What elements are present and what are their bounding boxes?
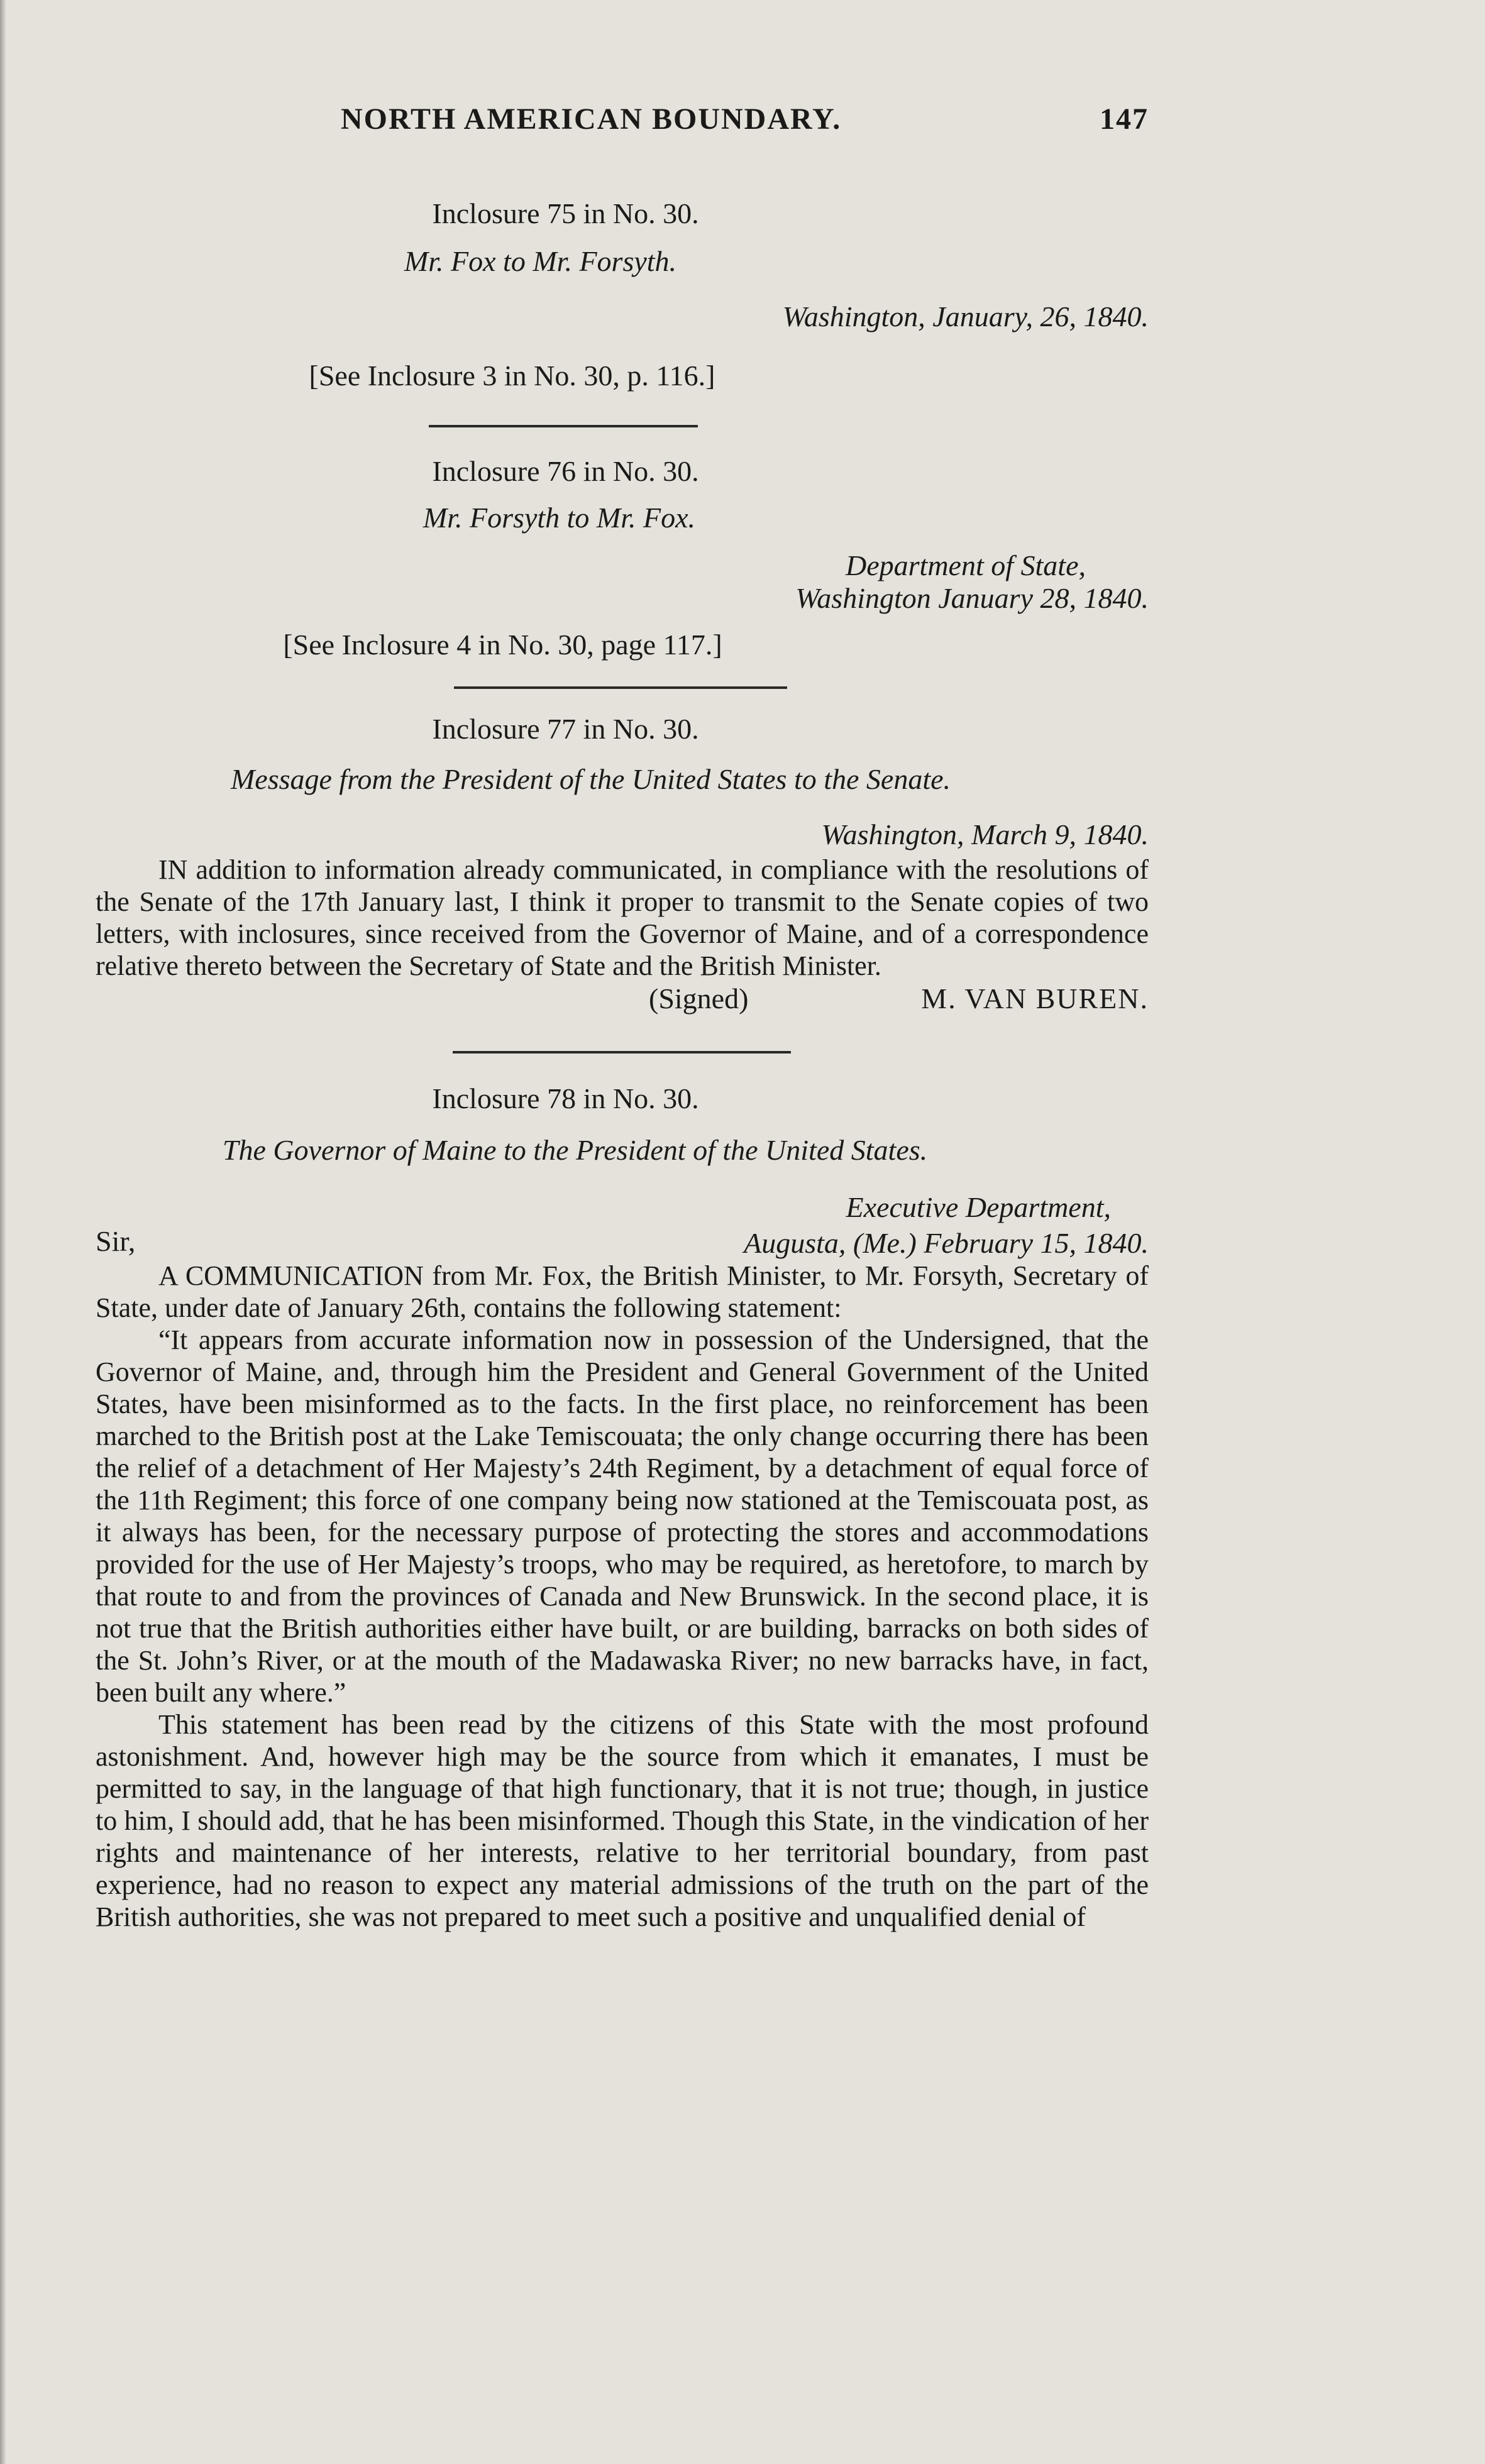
- inclosure-75-reference: [See Inclosure 3 in No. 30, p. 116.]: [309, 360, 715, 392]
- inclosure-78-dateline-1: Executive Department,: [846, 1191, 1111, 1223]
- running-head-title: NORTH AMERICAN BOUNDARY.: [341, 102, 842, 136]
- inclosure-77-heading: Inclosure 77 in No. 30.: [432, 713, 699, 745]
- inclosure-76: [96, 453, 1149, 664]
- letter-paragraph-1: A COMMUNICATION from Mr. Fox, the British Minister, to Mr. Forsyth, Secretary of State, under date of January 26th, contains the following statement:: [96, 1260, 1149, 1323]
- inclosure-78-dateline-2: Augusta, (Me.) February 15, 1840.: [744, 1227, 1149, 1259]
- inclosure-76-parties: Mr. Forsyth to Mr. Fox.: [422, 502, 696, 534]
- signed-label: (Signed): [649, 982, 749, 1015]
- letter-paragraph-3: This statement has been read by the citizens of this State with the most profound astonishment. And, however high may be the source from which it emanates, I must be permitted to say, in the language of that high functionary, that it is not true; though, in justice to him, I should add, that he has been misinformed. Though this State, in the vindication of her rights and maintenance of her interests, relative to her territorial boundary, from past experience, had no reason to expect any material admissions of the truth on the part of the British authorities, she was not prepared to meet such a positive and unqualified denial of: [96, 1709, 1149, 1932]
- inclosure-76-dateline-1: Department of State,: [846, 549, 1086, 581]
- inclosure-76-reference: [See Inclosure 4 in No. 30, page 117.]: [283, 629, 722, 661]
- inclosure-77: [96, 710, 1149, 1015]
- inclosure-77-title: Message from the President of the United States to the Senate.: [230, 763, 951, 795]
- inclosure-75: [96, 195, 1149, 395]
- page-number: 147: [1100, 102, 1149, 136]
- salutation: Sir,: [96, 1225, 136, 1257]
- signature-name: M. VAN BUREN.: [921, 982, 1149, 1015]
- section-divider-2: [454, 686, 787, 689]
- inclosure-75-dateline: Washington, January, 26, 1840.: [782, 300, 1149, 333]
- section-divider-3: [453, 1051, 791, 1053]
- inclosure-78-body: [96, 1260, 1149, 1933]
- inclosure-75-parties: Mr. Fox to Mr. Forsyth.: [404, 245, 677, 277]
- salutation-line: [96, 1224, 1149, 1260]
- section-divider-1: [429, 425, 698, 427]
- inclosure-76-dateline-2: Washington January 28, 1840.: [795, 582, 1149, 614]
- inclosure-75-heading: Inclosure 75 in No. 30.: [432, 197, 699, 229]
- inclosure-78: [96, 1080, 1149, 1933]
- running-head: [96, 94, 1149, 145]
- letter-paragraph-2: “It appears from accurate information now in possession of the Undersigned, that the Governor of Maine, and, through him the President and General Government of the United States, have been misinformed as to the facts. In the first place, no reinforcement has been marched to the British post at the Lake Temiscouata; the only change occurring there has been the relief of a detachment of Her Majesty’s 24th Regiment, by a detachment of equal force of the 11th Regiment; this force of one company being now stationed at the Temiscouata post, as it always has been, for the necessary purpose of protecting the stores and accommodations provided for the use of Her Majesty’s troops, who may be required, as heretofore, to march by that route to and from the provinces of Canada and New Brunswick. In the second place, it is not true that the British authorities either have built, or are building, barracks on both sides of the St. John’s River, or at the mouth of the Madawaska River; no new barracks have, in fact, been built any where.”: [96, 1324, 1149, 1708]
- president-message-paragraph: IN addition to information already communicated, in compliance with the resolutions of the Senate of the 17th January last, I think it proper to transmit to the Senate copies of two letters, with inclosures, since received from the Governor of Maine, and of a correspondence relative thereto between the Secretary of State and the British Minister.: [96, 854, 1149, 981]
- signature-line: [96, 982, 1149, 1015]
- document-page: [96, 94, 1149, 1933]
- inclosure-78-heading: Inclosure 78 in No. 30.: [432, 1082, 699, 1114]
- inclosure-78-title: The Governor of Maine to the President of the United States.: [222, 1134, 928, 1166]
- inclosure-77-dateline: Washington, March 9, 1840.: [821, 818, 1149, 850]
- inclosure-76-heading: Inclosure 76 in No. 30.: [432, 455, 699, 487]
- inclosure-77-body: [96, 854, 1149, 982]
